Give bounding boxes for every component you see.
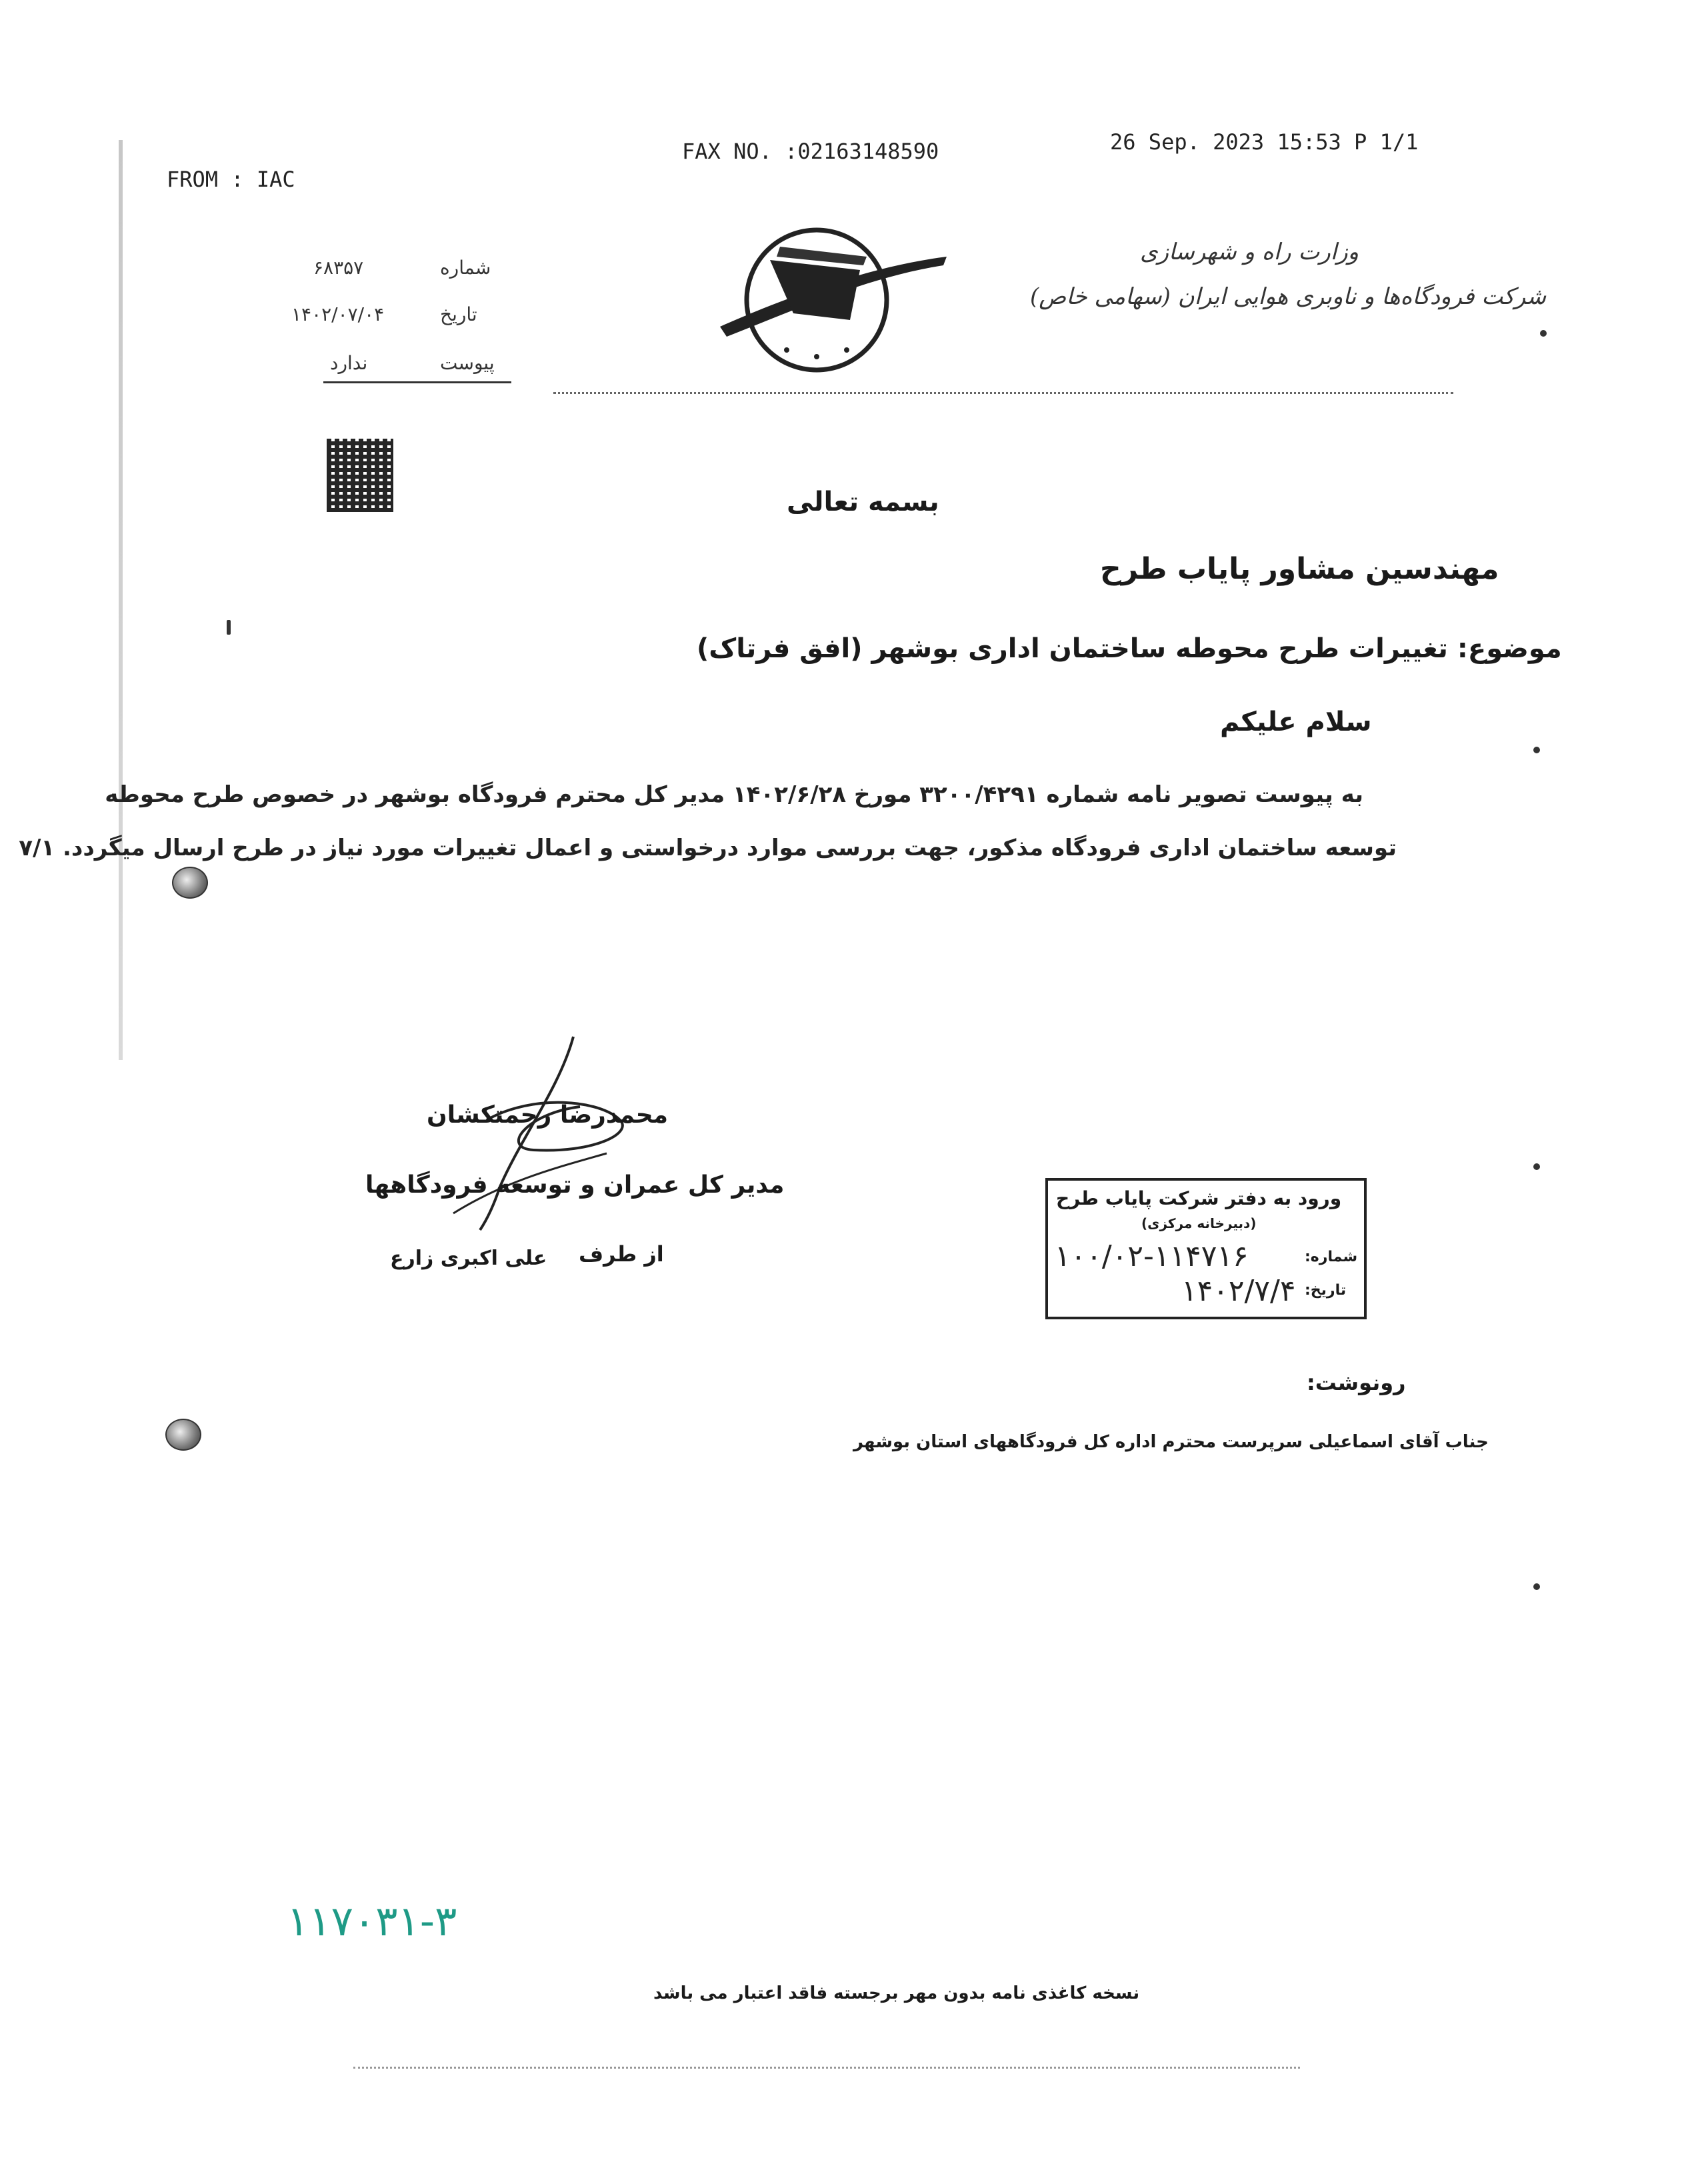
stamp-date-value: ۱۴۰۲/۷/۴ [1181, 1274, 1296, 1308]
fax-timestamp: 26 Sep. 2023 15:53 P 1/1 [1110, 129, 1419, 155]
letter-date-value: ۱۴۰۲/۰۷/۰۴ [291, 303, 385, 325]
punch-hole [172, 867, 208, 899]
footer-validity-note: نسخه کاغذی نامه بدون مهر برجسته فاقد اعتبار می باشد [653, 1983, 1140, 2003]
stamp-subtitle: (دبیرخانه مرکزی) [1141, 1215, 1257, 1231]
deputy-name: علی اکبری زارع [390, 1247, 547, 1270]
invocation: بسمه تعالی [787, 487, 939, 517]
scan-speck [1533, 747, 1540, 753]
stamp-number-value: ۱۰۰/۰۲-۱۱۴۷۱۶ [1055, 1239, 1249, 1273]
letter-number-value: ۶۸۳۵۷ [313, 257, 364, 279]
header-divider [553, 392, 1453, 394]
footer-address-line [353, 2067, 1300, 2069]
scan-speck [1533, 1163, 1540, 1170]
body-line-1: به پیوست تصویر نامه شماره ۳۲۰۰/۴۲۹۱ مورخ ۱۴۰۲/۶/۲۸ مدیر کل محترم فرودگاه بوشهر در خصوص طرح محوطه [105, 781, 1363, 808]
punch-hole [165, 1419, 201, 1451]
fax-from: FROM : IAC [167, 167, 295, 192]
letter-subject: موضوع: تغییرات طرح محوطه ساختمان اداری بوشهر (افق فرتاک) [697, 633, 1562, 664]
meta-underline [323, 381, 511, 383]
receipt-stamp [1045, 1178, 1367, 1319]
body-line-2: توسعه ساختمان اداری فرودگاه مذکور، جهت بررسی موارد درخواستی و اعمال تغییرات مورد نیاز در طرح ارسال میگردد. ۷/۱ [19, 835, 1397, 861]
scan-speck [1533, 1583, 1540, 1590]
company-logo [707, 220, 953, 380]
signature-scribble [427, 1033, 647, 1233]
on-behalf-label: از طرف [579, 1241, 664, 1267]
signatory-name: محمدرضا رحمتکشان [427, 1101, 669, 1129]
cc-label: رونوشت: [1307, 1370, 1406, 1395]
handwritten-number: ۱۱۷۰۳۱-۳ [287, 1897, 457, 1945]
company-name: شرکت فرودگاه‌ها و ناوبری هوایی ایران (سهامی خاص) [1030, 283, 1547, 310]
recipient: مهندسین مشاور پایاب طرح [1100, 552, 1499, 586]
stamp-title: ورود به دفتر شرکت پایاب طرح [1056, 1187, 1342, 1209]
letter-date-label: تاریخ [440, 303, 477, 325]
stamp-number-label: شماره: [1305, 1249, 1358, 1265]
qr-code [327, 439, 393, 512]
stamp-date-label: تاریخ: [1305, 1282, 1347, 1299]
signatory-title: مدیر کل عمران و توسعه فرودگاهها [365, 1171, 785, 1199]
scan-edge-shadow [119, 140, 123, 1060]
greeting: سلام علیکم [1220, 707, 1372, 737]
ministry-name: وزارت راه و شهرسازی [1140, 239, 1359, 265]
scan-speck [227, 620, 231, 635]
cc-recipient: جناب آقای اسماعیلی سرپرست محترم اداره کل فرودگاههای استان بوشهر [853, 1432, 1489, 1452]
letter-number-label: شماره [440, 257, 491, 279]
letter-attachment-label: پیوست [440, 352, 495, 374]
letter-attachment-value: ندارد [330, 352, 368, 374]
scan-speck [1540, 330, 1547, 337]
fax-number: FAX NO. :02163148590 [682, 139, 939, 164]
